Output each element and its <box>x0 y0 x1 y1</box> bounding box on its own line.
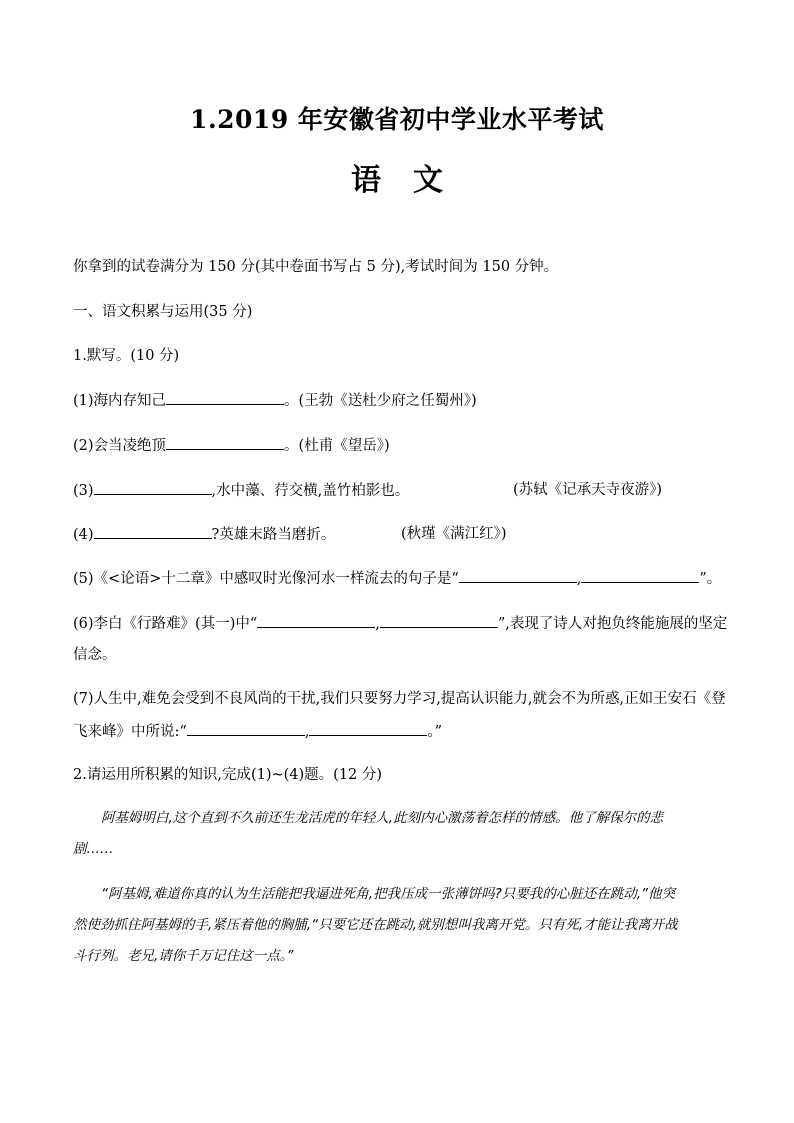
section-heading: 一、语文积累与运用(35 分) <box>73 304 253 320</box>
item-source: (秋瑾《满江红》) <box>401 526 507 542</box>
item-prefix: (3) <box>73 483 94 499</box>
exam-intro: 你拿到的试卷满分为 150 分(其中卷面书写占 5 分),考试时间为 150 分钟。 <box>73 259 559 275</box>
answer-blank[interactable] <box>309 721 427 736</box>
item-mid: , <box>304 724 310 740</box>
reading-passage-line: 然使劲抓住阿基姆的手,紧压着他的胸脯,“只要它还在跳动,就别想叫我离开党。只有死,才能让我离开战 <box>73 917 678 933</box>
item-suffix: 。(杜甫《望岳》) <box>284 438 390 454</box>
answer-blank[interactable] <box>187 721 305 736</box>
answer-blank[interactable] <box>459 568 577 583</box>
answer-blank[interactable] <box>380 613 498 628</box>
item-prefix: (6)李白《行路难》(其一)中“ <box>73 616 258 632</box>
answer-blank[interactable] <box>94 524 212 539</box>
item-prefix: (4) <box>73 527 94 543</box>
answer-blank[interactable] <box>257 613 375 628</box>
question-1-item-7-continued <box>73 721 442 742</box>
item-suffix: ?英雄末路当磨折。 <box>211 527 336 543</box>
answer-blank[interactable] <box>166 435 284 450</box>
question-1-item-2 <box>73 435 390 456</box>
reading-passage-line: “阿基姆,难道你真的认为生活能把我逼进死角,把我压成一张薄饼吗?只要我的心脏还在跳动,”他突 <box>101 886 676 902</box>
item-prefix: (2)会当凌绝顶 <box>73 438 167 454</box>
item-suffix: ”,表现了诗人对抱负终能施展的坚定 <box>497 616 728 632</box>
item-suffix: ”。 <box>699 571 722 587</box>
item-suffix: 。” <box>427 724 443 740</box>
answer-blank[interactable] <box>166 390 284 405</box>
question-1-item-7: (7)人生中,难免会受到不良风尚的干扰,我们只要努力学习,提高认识能力,就会不为所惑,正如王安石《登 <box>73 691 726 707</box>
reading-passage-line: 阿基姆明白,这个直到不久前还生龙活虎的年轻人,此刻内心激荡着怎样的情感。他了解保尔的悲 <box>101 810 664 826</box>
reading-passage-line: 剧…… <box>73 841 114 857</box>
question-1-item-5 <box>73 568 721 589</box>
answer-blank[interactable] <box>581 568 699 583</box>
item-prefix: (5)《<论语>十二章》中感叹时光像河水一样流去的句子是“ <box>73 571 459 587</box>
reading-passage-line: 斗行列。老兄,请你千万记住这一点。” <box>73 948 294 964</box>
subject-char-1: 语 <box>351 163 381 198</box>
item-source: (苏轼《记承天寺夜游》) <box>513 482 663 498</box>
item-suffix: ,水中藻、荇交横,盖竹柏影也。 <box>211 483 410 499</box>
question-1-item-1 <box>73 390 477 411</box>
question-1-item-6-continued: 信念。 <box>73 647 117 663</box>
item-prefix: (1)海内存知己 <box>73 393 167 409</box>
document-title: 1.2019 年安徽省初中学业水平考试 <box>190 105 604 134</box>
question-1-heading: 1.默写。(10 分) <box>73 348 180 364</box>
subject-char-2: 文 <box>413 163 443 198</box>
item-prefix: 飞来峰》中所说:“ <box>73 724 187 740</box>
item-mid: , <box>375 616 380 632</box>
subject-title <box>0 155 794 199</box>
question-2-heading: 2.请运用所积累的知识,完成(1)~(4)题。(12 分) <box>73 767 383 783</box>
item-suffix: 。(王勃《送杜少府之任蜀州》) <box>284 393 477 409</box>
question-1-item-3 <box>73 480 723 501</box>
item-mid: , <box>576 571 582 587</box>
question-1-item-4 <box>73 524 723 545</box>
answer-blank[interactable] <box>94 480 212 495</box>
question-1-item-6 <box>73 613 727 634</box>
